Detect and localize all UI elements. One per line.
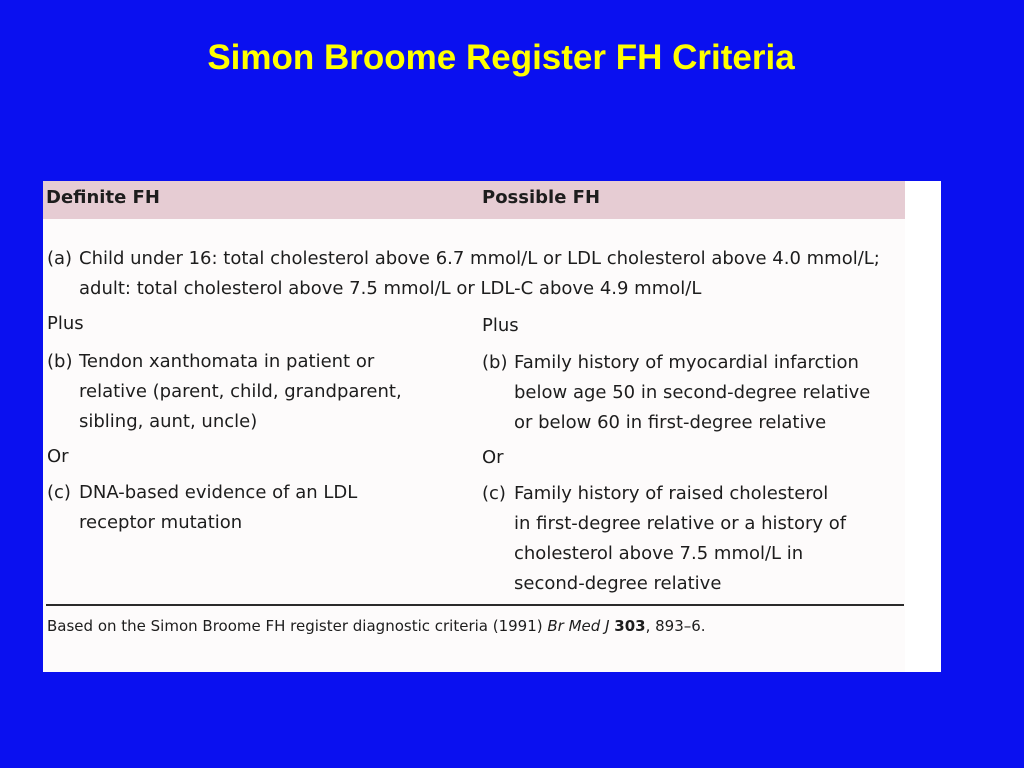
definite-c-text: DNA-based evidence of an LDL receptor mutation: [79, 482, 358, 533]
definite-criterion-b: [47, 347, 402, 437]
possible-c-label: (c): [482, 483, 506, 504]
page-margin: [905, 181, 941, 672]
criterion-a: [47, 244, 880, 304]
footnote-volume: 303: [614, 617, 646, 635]
definite-criterion-c: [47, 478, 357, 538]
footnote-journal: Br Med J: [547, 617, 610, 635]
possible-criterion-c: [482, 479, 846, 599]
header-possible-fh: Possible FH: [482, 187, 601, 208]
slide-title: Simon Broome Register FH Criteria: [207, 38, 795, 77]
possible-c-text: Family history of raised cholesterol in first-degree relative or a history of cholesterol above 7.5 mmol/L in second-degree relative: [514, 483, 847, 594]
footnote-pages: , 893–6.: [645, 617, 706, 635]
footnote-text: Based on the Simon Broome FH register diagnostic criteria (1991): [47, 617, 548, 635]
header-definite-fh: Definite FH: [46, 187, 160, 208]
definite-c-label: (c): [47, 482, 71, 503]
criterion-a-text: Child under 16: total cholesterol above 6.7 mmol/L or LDL cholesterol above 4.0 mmol/L; adult: total cholesterol above 7.5 mmol/L or LDL-C above 4.9 mmol/L: [79, 248, 880, 299]
possible-criterion-b: [482, 348, 870, 438]
definite-b-label: (b): [47, 351, 73, 372]
table-bottom-rule: [46, 604, 904, 606]
possible-b-label: (b): [482, 352, 508, 373]
definite-b-text: Tendon xanthomata in patient or relative (parent, child, grandparent, sibling, aunt, uncle): [79, 351, 402, 432]
definite-or: Or: [47, 446, 69, 467]
criterion-a-label: (a): [47, 248, 73, 269]
possible-plus: Plus: [482, 315, 519, 336]
criteria-table: [43, 181, 941, 672]
definite-plus: Plus: [47, 313, 84, 334]
footnote: [47, 617, 706, 635]
possible-or: Or: [482, 447, 504, 468]
possible-b-text: Family history of myocardial infarction below age 50 in second-degree relative or below 60 in first-degree relative: [514, 352, 871, 433]
table-header: [43, 181, 905, 219]
